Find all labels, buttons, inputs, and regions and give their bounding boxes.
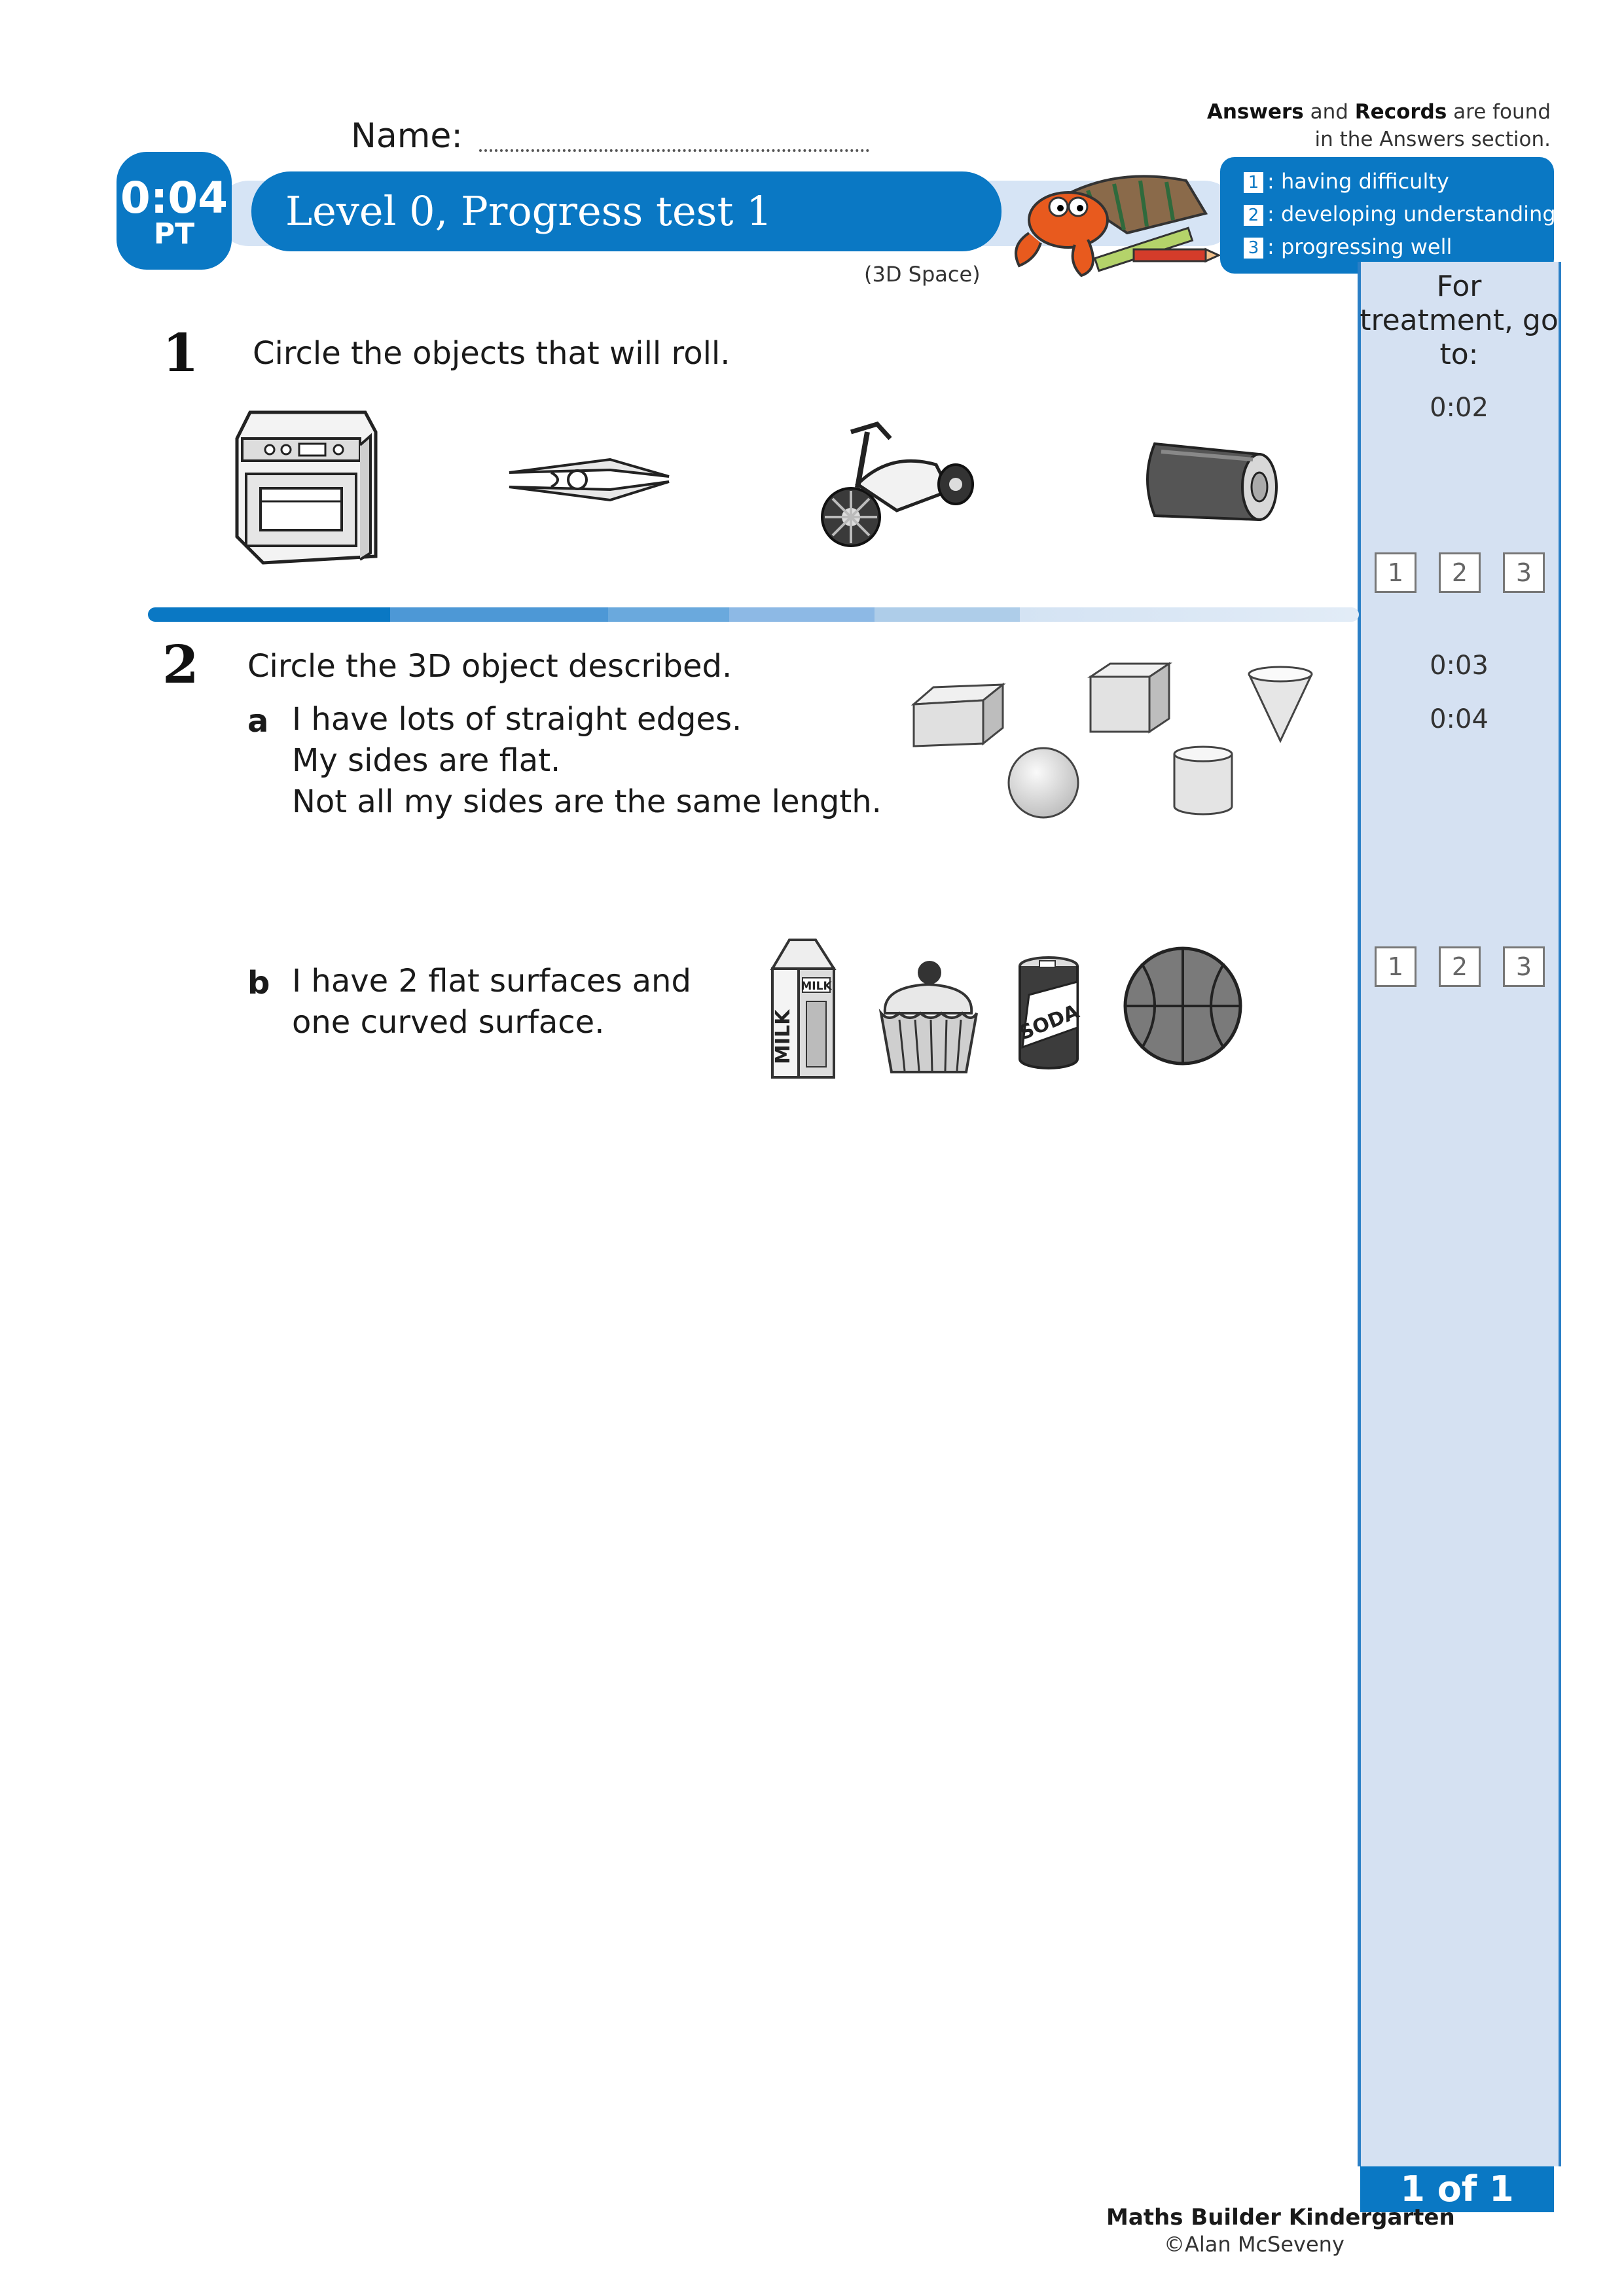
question-text: Circle the objects that will roll. (253, 335, 731, 372)
soda-label: SODA (1016, 1000, 1083, 1045)
tick-row-q1 (1375, 552, 1545, 593)
legend-number: 2 (1244, 205, 1263, 226)
battery-icon[interactable] (1135, 440, 1286, 525)
question-number: 2 (162, 634, 199, 695)
milk-small-label: MILK (801, 980, 832, 993)
name-label: Name: (351, 117, 463, 156)
tick-box-1[interactable]: 1 (1375, 552, 1416, 593)
part-label: b (247, 965, 270, 1001)
clue-line: My sides are flat. (292, 742, 561, 779)
code-badge (117, 152, 232, 270)
cone-icon[interactable] (1246, 665, 1314, 744)
legend-label: : having difficulty (1267, 169, 1449, 194)
tick-box-2[interactable]: 2 (1439, 552, 1481, 593)
code-number: 0:04 (120, 173, 228, 223)
answers-note (1184, 98, 1551, 153)
treatment-heading: For treatment, go to: (1360, 270, 1559, 371)
clue-line: I have lots of straight edges. (292, 701, 742, 738)
code-sub: PT (153, 217, 195, 251)
tick-box-2[interactable]: 2 (1439, 946, 1481, 987)
question-number: 1 (162, 322, 199, 384)
answers-note-rest: are found in the Answers section. (1314, 100, 1551, 151)
subtitle: (3D Space) (864, 262, 981, 287)
page-title: Level 0, Progress test 1 (251, 171, 1001, 251)
tick-box-1[interactable]: 1 (1375, 946, 1416, 987)
question-text: Circle the 3D object described. (247, 648, 732, 685)
legend-label: : developing understanding (1267, 202, 1556, 226)
tricycle-icon[interactable] (818, 419, 977, 550)
and-word: and (1303, 100, 1355, 124)
clothes-peg-icon[interactable] (505, 453, 673, 507)
legend-item (1244, 198, 1554, 230)
cupcake-icon[interactable] (876, 960, 981, 1076)
part-label: a (247, 703, 269, 740)
footer-book: Maths Builder Kindergarten (1106, 2204, 1455, 2231)
stove-icon[interactable] (230, 406, 378, 565)
soda-can-icon[interactable] (1016, 956, 1085, 1072)
section-divider (148, 607, 1359, 622)
treatment-code-q1: 0:02 (1430, 393, 1489, 423)
legend-number: 3 (1244, 238, 1263, 259)
tick-box-3[interactable]: 3 (1503, 552, 1545, 593)
basketball-icon[interactable] (1122, 945, 1244, 1067)
legend-item (1244, 165, 1554, 198)
crab-mascot-icon (990, 154, 1238, 279)
answers-word: Answers (1206, 100, 1304, 124)
legend-number: 1 (1244, 172, 1263, 193)
rectangular-prism-icon[interactable] (911, 681, 1011, 747)
name-field[interactable] (479, 149, 869, 152)
legend-item (1244, 230, 1554, 263)
footer-copyright: ©Alan McSeveny (1164, 2232, 1344, 2257)
treatment-code-q2b: 0:04 (1430, 704, 1489, 734)
records-word: Records (1354, 100, 1447, 124)
tick-row-q2 (1375, 946, 1545, 987)
sphere-icon[interactable] (1007, 746, 1080, 819)
clue-line: Not all my sides are the same length. (292, 783, 882, 820)
milk-carton-icon[interactable] (766, 936, 839, 1081)
milk-label: MILK (772, 1009, 795, 1064)
clue-line: I have 2 flat surfaces and (292, 963, 691, 999)
cube-icon[interactable] (1088, 661, 1173, 734)
treatment-code-q2a: 0:03 (1430, 651, 1489, 681)
cylinder-icon[interactable] (1172, 745, 1235, 816)
clue-line: one curved surface. (292, 1004, 605, 1041)
legend-box (1220, 157, 1554, 274)
treatment-column (1358, 262, 1561, 2166)
page-indicator: 1 of 1 (1360, 2166, 1554, 2212)
tick-box-3[interactable]: 3 (1503, 946, 1545, 987)
legend-label: : progressing well (1267, 234, 1453, 259)
